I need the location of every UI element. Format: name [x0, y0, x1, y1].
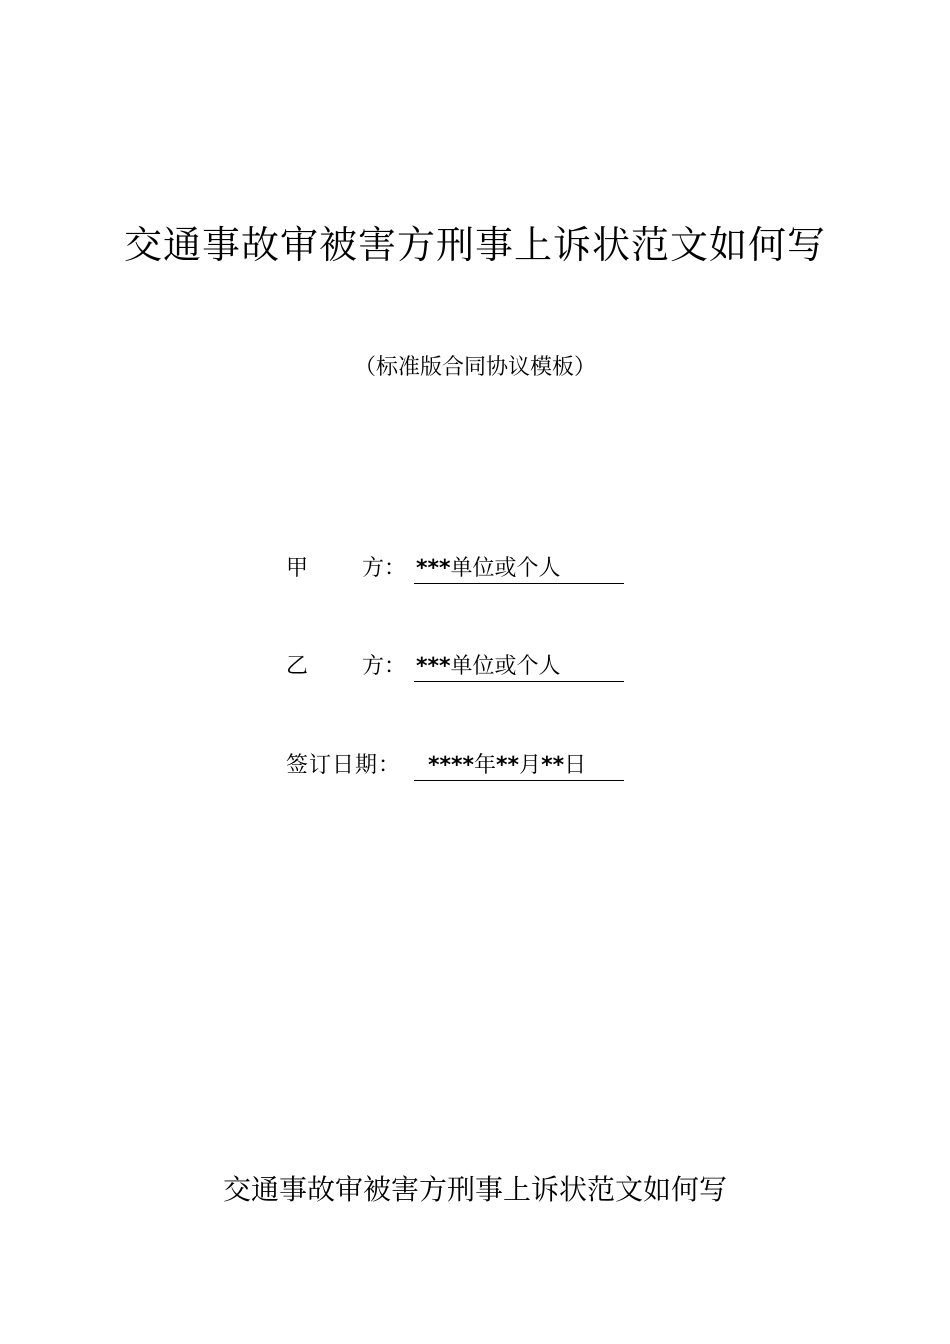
- sign-date-label: [286, 749, 414, 783]
- party-b-value: [414, 650, 624, 682]
- party-a-label-last: 方：: [362, 556, 407, 581]
- party-b-label-last: 方：: [362, 654, 407, 679]
- month-unit: 月: [519, 753, 542, 778]
- party-b-text: 单位或个人: [450, 654, 561, 679]
- party-b-label: [286, 650, 414, 684]
- document-title: 交通事故审被害方刑事上诉状范文如何写: [123, 223, 826, 267]
- party-b-label-first: 乙: [286, 654, 309, 679]
- party-a-stars: ***: [416, 556, 451, 581]
- party-b-value-text: [416, 650, 561, 682]
- party-a-label: [286, 552, 414, 586]
- document-subtitle: （标准版合同协议模板）: [353, 355, 596, 380]
- sign-date-value: [414, 749, 624, 781]
- day-stars: **: [541, 753, 565, 778]
- party-b-stars: ***: [416, 654, 451, 679]
- party-a-text: 单位或个人: [450, 556, 561, 581]
- year-unit: 年: [474, 753, 497, 778]
- party-a-label-first: 甲: [286, 556, 309, 581]
- month-stars: **: [496, 753, 520, 778]
- day-unit: 日: [564, 753, 587, 778]
- year-stars: ****: [428, 753, 475, 778]
- sign-date-label-text: 签订日期：: [286, 753, 402, 778]
- footer-title: 交通事故审被害方刑事上诉状范文如何写: [222, 1173, 727, 1206]
- sign-date-value-text: [428, 749, 586, 781]
- party-a-value: [414, 552, 624, 584]
- party-a-value-text: [416, 552, 561, 584]
